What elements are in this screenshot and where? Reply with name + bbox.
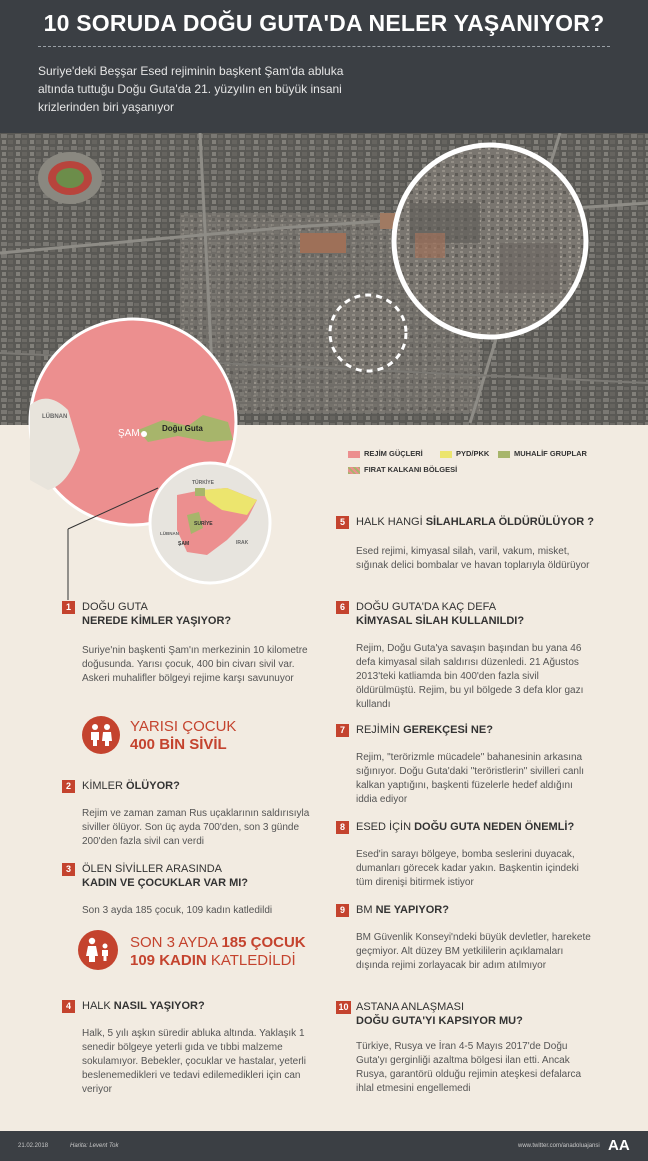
legend-label: REJİM GÜÇLERİ (364, 449, 423, 458)
legend-label: MUHALİF GRUPLAR (514, 449, 587, 458)
section-heading (82, 999, 205, 1013)
section-number: 6 (336, 601, 349, 614)
section-body: Rejim ve zaman zaman Rus uçaklarının saldırısıyla siviller ölüyor. Son üç ayda 700'den, son 3 günde 200'den fazla sivil can verdi (82, 808, 310, 847)
section-heading (356, 903, 449, 917)
section-heading (82, 600, 148, 614)
section-number: 3 (62, 863, 75, 876)
legend-swatch (348, 451, 360, 458)
map-label-sam-small: ŞAM (178, 541, 190, 547)
footer-url[interactable]: www.twitter.com/anadoluajansi (518, 1143, 600, 1149)
heading-bold: NASIL YAŞIYOR? (113, 1000, 205, 1012)
section-heading-bold: KİMYASAL SİLAH KULLANILDI? (356, 615, 525, 627)
section-body: Esed'in sarayı bölgeye, bomba seslerini duyacak, dumanları görecek kadar yakın. Başkentin içindeki tüm direnişi bitirmek istiyor (356, 849, 579, 888)
aa-logo: AA (608, 1137, 630, 1154)
section-number: 10 (336, 1001, 351, 1014)
children-icon (82, 716, 120, 754)
footer-date: 21.02.2018 (18, 1143, 49, 1149)
section-body: BM Güvenlik Konseyi'ndeki büyük devletler, harekete geçmiyor. Alt düzey BM yetkililerin açıklamaları dışında rejimi zorlayacak bir adım atılmıyor (356, 932, 591, 971)
heading-bold: SİLAHLARLA ÖLDÜRÜLÜYOR ? (425, 516, 594, 528)
legend-firat (348, 465, 457, 474)
section-heading: ASTANA ANLAŞMASI (356, 1001, 465, 1013)
stat-185-children (130, 934, 306, 952)
legend-swatch (348, 467, 360, 474)
legend-muhalif (498, 449, 587, 458)
section-heading-bold: KADIN VE ÇOCUKLAR VAR MI? (82, 877, 249, 889)
section-body: Son 3 ayda 185 çocuk, 109 kadın katledildi (82, 905, 273, 916)
section-heading (356, 723, 493, 737)
map-label-turkiye: TÜRKİYE (192, 480, 214, 486)
map-label-sam: ŞAM (118, 428, 140, 439)
heading-pre: ESED İÇİN (356, 821, 415, 833)
legend-label: PYD/PKK (456, 449, 490, 458)
section-number: 5 (336, 516, 349, 529)
footer (0, 1131, 648, 1161)
map-label-lubnan-small: LÜBNAN (160, 531, 179, 536)
section-number: 9 (336, 904, 349, 917)
section-heading-bold: NEREDE KİMLER YAŞIYOR? (82, 615, 232, 627)
legend-pyd (440, 449, 489, 458)
section-heading (82, 779, 180, 793)
heading-bold: ÖLÜYOR? (126, 780, 180, 792)
heading-pre: HALK HANGİ (356, 516, 426, 528)
map-label-irak: IRAK (236, 540, 249, 546)
heading-bold: GEREKÇESİ NE? (403, 724, 493, 736)
stat-109-women (130, 952, 296, 970)
heading-bold: DOĞU GUTA NEDEN ÖNEMLİ? (414, 821, 575, 833)
map-label-lubnan: LÜBNAN (42, 414, 68, 420)
section-heading: DOĞU GUTA'DA KAÇ DEFA (356, 601, 497, 613)
section-body: Halk, 5 yılı aşkın süredir abluka altında. Yaklaşık 1 senedir bölgeye yeterli gıda ve tıbbi malzeme sokulamıyor. Bebekler, çocuklar ve hastalar, yeterli beslenemedikleri ve tedavi edilemedikleri için can veriyor (82, 1028, 306, 1095)
stat-suffix: KATLEDİLDİ (206, 952, 296, 969)
heading-pre: BM (356, 904, 376, 916)
section-heading (356, 820, 574, 834)
heading-pre: KİMLER (82, 780, 127, 792)
section-body: Türkiye, Rusya ve İran 4-5 Mayıs 2017'de Doğu Guta'yı gerginliği azaltma bölgesi ilan etti. Ancak Rusya, garantörü olduğu rejimin ateşkesi defalarca ihlal etmesini engellemedi (356, 1041, 582, 1094)
footer-author: Harita: Levent Tok (70, 1143, 119, 1149)
section-heading (356, 515, 594, 529)
stat-400k-civilians: 400 BİN SİVİL (130, 736, 227, 753)
map-label-suriye: SURİYE (194, 521, 213, 527)
section-number: 7 (336, 724, 349, 737)
stat-half-children: YARISI ÇOCUK (130, 718, 237, 735)
section-body: Rejim, Doğu Guta'ya savaşın başından bu yana 46 defa kimyasal silah saldırısı düzenledi. 21 Ağustos 2013'teki katliamda bin 400'den fazla sivil öldürülmüştü. Rejim, bu yıl bölgede 3 defa klor gazı kullandı (356, 643, 584, 710)
section-number: 1 (62, 601, 75, 614)
section-heading-bold: DOĞU GUTA'YI KAPSIYOR MU? (356, 1015, 523, 1027)
section-body: Suriye'nin başkenti Şam'ın merkezinin 10 kilometre doğusunda. Yarısı çocuk, 400 bin civarı sivil var. Askeri muhalifler bölgeyi rejime karşı savunuyor (82, 645, 308, 684)
legend-rejim (348, 449, 423, 458)
woman-child-icon (78, 930, 118, 970)
divider (38, 46, 610, 47)
section-heading: ÖLEN SİVİLLER ARASINDA (82, 863, 222, 875)
section-body: Esed rejimi, kimyasal silah, varil, vakum, misket, sığınak delici bombalar ve havan toplarıyla öldürüyor (356, 546, 590, 571)
page-title: 10 SORUDA DOĞU GUTA'DA NELER YAŞANIYOR? (43, 10, 605, 36)
heading-line1: DOĞU GUTA (82, 601, 148, 613)
heading-pre: REJİMİN (356, 724, 404, 736)
heading-bold: NE YAPIYOR? (375, 904, 449, 916)
map-label-dogu-guta: Doğu Guta (162, 424, 203, 433)
section-number: 4 (62, 1000, 75, 1013)
legend-label: FIRAT KALKANI BÖLGESİ (364, 465, 458, 474)
stat-prefix: SON 3 AYDA (130, 934, 222, 951)
heading-pre: HALK (82, 1000, 114, 1012)
legend-swatch (498, 451, 510, 458)
page-subtitle: Suriye'deki Beşşar Esed rejiminin başkent Şam'da abluka altında tuttuğu Doğu Guta'da 21. yüzyılın en büyük insani krizlerinden biri yaşanıyor (38, 64, 344, 114)
section-number: 8 (336, 821, 349, 834)
stat-women-count: 109 KADIN (130, 952, 207, 969)
stat-children-count: 185 ÇOCUK (221, 934, 306, 951)
legend-swatch (440, 451, 452, 458)
section-number: 2 (62, 780, 75, 793)
section-body: Rejim, "terörizmle mücadele" bahanesinin arkasına sığınıyor. Doğu Guta'daki "teröristlerin" sivilleri canlı kalkan yaptığını, başkenti füzelerle hedef aldığını iddia ediyor (356, 752, 584, 805)
header (0, 0, 648, 133)
